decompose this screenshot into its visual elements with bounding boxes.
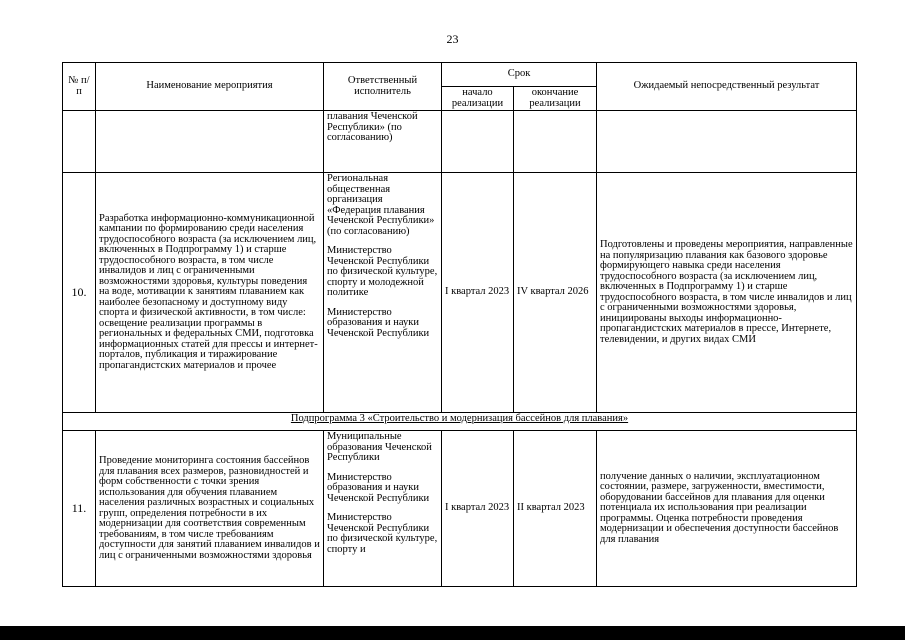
responsible-org: Министерство Чеченской Республики по физической культуре, спорту и bbox=[327, 512, 438, 555]
responsible-org: Муниципальные образования Чеченской Республики bbox=[327, 431, 432, 463]
responsible-org: Министерство Чеченской Республики по физической культуре, спорту и молодежной политике bbox=[327, 245, 438, 298]
table-row bbox=[63, 111, 857, 173]
header-result: Ожидаемый непосредственный результат bbox=[597, 63, 857, 111]
header-term: Срок bbox=[442, 63, 597, 87]
scan-edge-bar bbox=[0, 626, 905, 640]
header-end: окончание реализации bbox=[514, 87, 597, 111]
table-row bbox=[63, 173, 857, 413]
responsible-org: Министерство образования и науки Чеченской Республики bbox=[327, 306, 430, 339]
cell-end: IV квартал 2026 bbox=[514, 173, 597, 413]
cell-responsible bbox=[324, 431, 442, 587]
page-number: 23 bbox=[446, 32, 459, 46]
cell-result: получение данных о наличии, эксплуатационном состоянии, размере, загруженности, вместимости, оборудовании бассейнов для плавания для оценки потенциала их использования при реализации программы. Оценка потребности проведения модернизации и обеспечения доступности бассейнов для плавания bbox=[597, 431, 857, 587]
cell-responsible: плавания Чеченской Республики» (по согласованию) bbox=[324, 111, 442, 173]
table-row bbox=[63, 431, 857, 587]
responsible-org: Министерство образования и науки Чеченской Республики bbox=[327, 471, 430, 504]
measures-table bbox=[62, 62, 857, 587]
cell-start: I квартал 2023 bbox=[442, 173, 514, 413]
header-start: начало реализации bbox=[442, 87, 514, 111]
responsible-org: Региональная общественная организация «Федерация плавания Чеченской Республики» (по согласованию) bbox=[327, 173, 435, 237]
cell-result: Подготовлены и проведены мероприятия, направленные на популяризацию плавания как базового здоровье формирующего навыка среди населения трудоспособного возраста (за исключением лиц, включенных в Подпрограмму 1) и старше трудоспособного возраста, в том числе инвалидов и лиц с ограниченными возможностями здоровья, инициированы выходы информационно-пропагандистских материалов в прессе, Интернете, телевидении, и других видах СМИ bbox=[597, 173, 857, 413]
header-num: № п/п bbox=[63, 63, 96, 111]
cell-responsible bbox=[324, 173, 442, 413]
cell-name: Проведение мониторинга состояния бассейнов для плавания всех размеров, разновидностей и форм собственности с точки зрения использования для обучения плаванием населения различных возрастных и социальных групп, определения потребности в их модернизации для соответствия современным требованиям, в том числе требованиям доступности для занятий плаванием инвалидов и лиц с ограниченными возможностями здоровья bbox=[96, 431, 324, 587]
header-name: Наименование мероприятия bbox=[96, 63, 324, 111]
cell-end: II квартал 2023 bbox=[514, 431, 597, 587]
subprogram-title: Подпрограмма 3 «Строительство и модернизация бассейнов для плавания» bbox=[63, 413, 857, 431]
row-number: 11. bbox=[63, 431, 96, 587]
cell-start: I квартал 2023 bbox=[442, 431, 514, 587]
row-number: 10. bbox=[63, 173, 96, 413]
header-responsible: Ответственный исполнитель bbox=[324, 63, 442, 111]
subprogram-row bbox=[63, 413, 857, 431]
cell-name: Разработка информационно-коммуникационной кампании по формированию среди населения трудоспособного возраста (за исключением лиц, включенных в Подпрограмму 1) и старше трудоспособного возраста, в том числе инвалидов и лиц с ограниченными возможностями здоровья, культуры поведения на воде, мотивации к занятиям плаванием как наиболее безопасному и доступному виду спорта и физической активности, в том числе: освещение реализации программы в региональных и федеральных СМИ, подготовка информационных статей для прессы и интернет-порталов, публикация и тиражирование пропагандистских материалов и прочее bbox=[96, 173, 324, 413]
